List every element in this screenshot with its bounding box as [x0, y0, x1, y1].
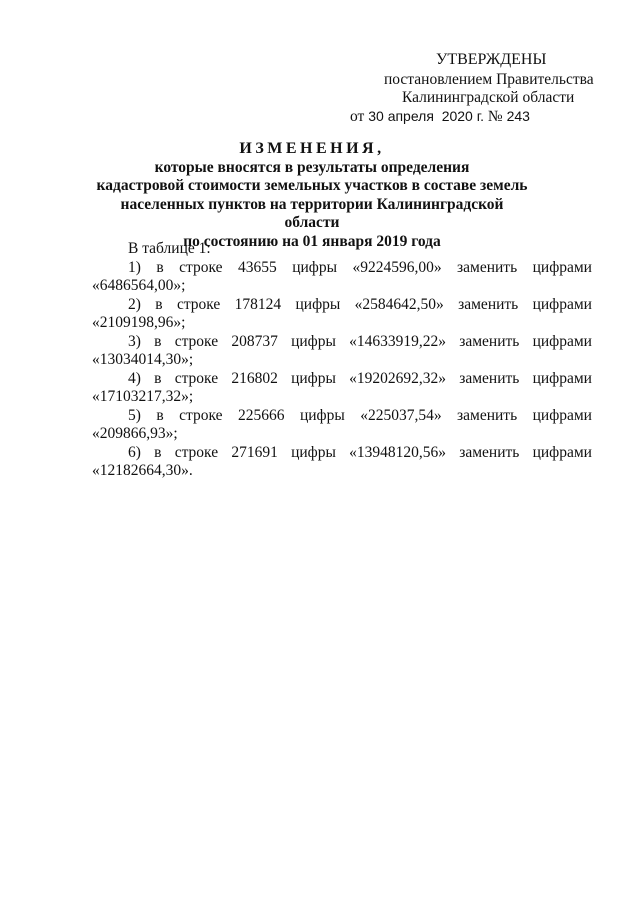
- item-word: цифры: [291, 369, 336, 387]
- new-value: «6486564,00»;: [92, 277, 186, 294]
- item-word: в: [154, 369, 162, 387]
- change-item: [92, 407, 592, 444]
- heading-main: ИЗМЕНЕНИЯ,: [239, 140, 385, 157]
- item-number: 3): [128, 332, 141, 350]
- row-number: 178124: [234, 295, 282, 313]
- item-word: в: [156, 258, 164, 276]
- item-word: заменить: [457, 406, 518, 424]
- new-value: «13034014,30»;: [92, 351, 194, 368]
- approval-line-1: постановлением Правительства: [384, 71, 594, 88]
- item-number: 4): [128, 369, 141, 387]
- change-item: [92, 370, 592, 407]
- heading-line: кадастровой стоимости земельных участков в составе земель: [96, 177, 528, 194]
- heading-line: по состоянию на 01 января 2019 года: [183, 232, 441, 250]
- item-word: заменить: [458, 295, 519, 313]
- item-word: заменить: [459, 443, 520, 461]
- item-word: строке: [174, 443, 219, 461]
- item-word: строке: [179, 406, 223, 424]
- row-number: 271691: [231, 443, 278, 461]
- old-value: «9224596,00»: [352, 258, 442, 276]
- row-number: 225666: [237, 406, 285, 424]
- new-value: «17103217,32»;: [92, 388, 194, 405]
- date-prefix: от: [350, 108, 365, 125]
- item-word: в: [154, 443, 162, 461]
- item-word: заменить: [457, 258, 518, 276]
- change-item: [92, 333, 592, 370]
- row-number: 208737: [231, 332, 278, 350]
- heading-line: населенных пунктов на территории Калининградской области: [120, 195, 504, 231]
- approval-title: УТВЕРЖДЕНЫ: [436, 51, 547, 68]
- approval-date-line: [350, 107, 530, 126]
- date-month: апреля: [387, 108, 434, 124]
- item-word: заменить: [459, 332, 520, 350]
- item-word: цифры: [292, 258, 337, 276]
- old-value: «2584642,50»: [354, 295, 444, 313]
- item-word: цифры: [299, 406, 345, 424]
- item-word: в: [155, 295, 163, 313]
- old-value: «19202692,32»: [349, 369, 446, 387]
- change-item: [92, 259, 592, 296]
- item-number: 6): [128, 443, 141, 461]
- item-word: цифрами: [532, 443, 592, 461]
- row-number: 43655: [237, 258, 277, 276]
- item-word: цифрами: [532, 406, 592, 424]
- old-value: «13948120,56»: [349, 443, 446, 461]
- row-number: 216802: [231, 369, 278, 387]
- change-item: [92, 444, 592, 481]
- old-value: «225037,54»: [360, 406, 442, 424]
- item-word: цифрами: [532, 295, 592, 313]
- item-word: в: [154, 332, 162, 350]
- number-sign: №: [487, 108, 503, 125]
- item-number: 1): [128, 258, 141, 276]
- item-word: цифрами: [532, 369, 592, 387]
- heading-line: которые вносятся в результаты определения: [154, 158, 470, 176]
- item-word: строке: [174, 332, 219, 350]
- item-word: строке: [174, 369, 219, 387]
- approval-line-2: Калининградской области: [402, 89, 575, 106]
- date-day: 30: [368, 108, 384, 124]
- document-heading: [92, 140, 532, 251]
- new-value: «12182664,30».: [92, 462, 193, 479]
- item-word: строке: [179, 258, 223, 276]
- item-word: заменить: [459, 369, 520, 387]
- change-item: [92, 296, 592, 333]
- item-word: строке: [176, 295, 221, 313]
- new-value: «209866,93»;: [92, 425, 178, 442]
- item-word: цифрами: [532, 258, 592, 276]
- item-word: цифры: [291, 332, 336, 350]
- document-body: [92, 240, 592, 481]
- old-value: «14633919,22»: [349, 332, 446, 350]
- document-number: 243: [506, 108, 530, 124]
- item-word: цифрами: [532, 332, 592, 350]
- item-number: 5): [128, 406, 141, 424]
- item-word: цифры: [291, 443, 336, 461]
- item-number: 2): [128, 295, 141, 313]
- body-intro: В таблице 1:: [128, 240, 211, 257]
- date-year: 2020 г.: [441, 108, 485, 124]
- new-value: «2109198,96»;: [92, 314, 186, 331]
- item-word: в: [156, 406, 164, 424]
- item-word: цифры: [295, 295, 341, 313]
